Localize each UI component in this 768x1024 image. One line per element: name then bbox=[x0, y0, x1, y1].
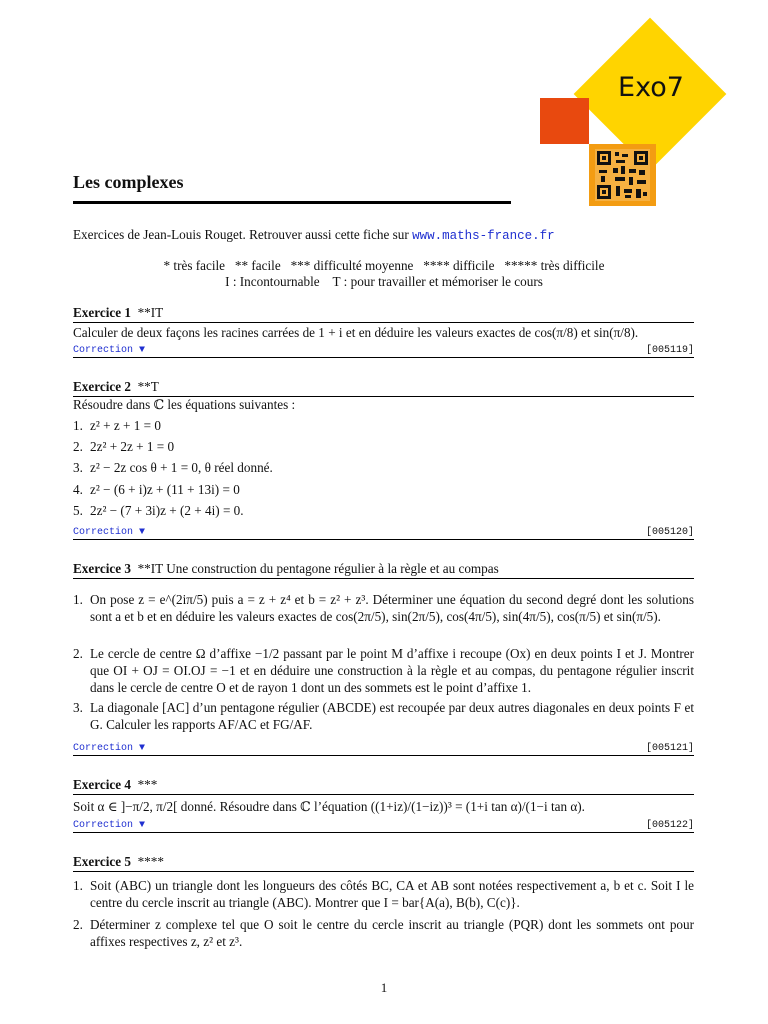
exercise-2-item-2: 2. 2z² + 2z + 1 = 0 bbox=[73, 439, 175, 454]
exercise-3-item-3: 3. La diagonale [AC] d’un pentagone régulier (ABCDE) est recoupée par deux autres diagonales en deux points F et G. Calculer les rapports AF/AC et FG/AF. bbox=[73, 700, 694, 732]
exercise-1-header: Exercice 1 **IT bbox=[73, 305, 694, 323]
page-number: 1 bbox=[380, 980, 388, 995]
title-rule bbox=[73, 201, 511, 204]
exercise-2-item-1: 1. z² + z + 1 = 0 bbox=[73, 418, 161, 433]
page-title: Les complexes bbox=[73, 172, 184, 192]
exercise-5-header: Exercice 5 **** bbox=[73, 854, 694, 872]
exercise-4-rule bbox=[73, 832, 694, 833]
exercise-4-correction-link[interactable]: Correction ▼ bbox=[73, 820, 146, 831]
category-legend: I : Incontournable T : pour travailler et mémoriser le cours bbox=[225, 274, 543, 289]
exercise-3-correction-link[interactable]: Correction ▼ bbox=[73, 743, 146, 754]
exercise-3-header: Exercice 3 **IT Une construction du pentagone régulier à la règle et au compas bbox=[73, 561, 694, 579]
exercise-4-header: Exercice 4 *** bbox=[73, 777, 694, 795]
exercise-1-code: [005119] bbox=[645, 345, 694, 356]
exercise-1-correction-link[interactable]: Correction ▼ bbox=[73, 345, 146, 356]
difficulty-legend: * très facile ** facile *** difficulté moyenne **** difficile ***** très difficile bbox=[163, 258, 605, 273]
exercise-1-statement: Calculer de deux façons les racines carrées de 1 + i et en déduire les valeurs exactes de cos(π/8) et sin(π/8). bbox=[73, 325, 639, 340]
intro bbox=[73, 227, 555, 243]
logo-text: Exo7 bbox=[618, 72, 684, 103]
exercise-2-item-3: 3. z² − 2z cos θ + 1 = 0, θ réel donné. bbox=[73, 460, 273, 475]
exercise-5-item-1: 1. Soit (ABC) un triangle dont les longueurs des côtés BC, CA et AB sont notées respectivement a, b et c. Soit I le centre du cercle inscrit au triangle (ABC). Montrer que I = bar{A(a), B(b), C(c)}. bbox=[73, 878, 694, 910]
intro-link[interactable]: www.maths-france.fr bbox=[412, 229, 555, 243]
intro-text: Exercices de Jean-Louis Rouget. Retrouver aussi cette fiche sur bbox=[73, 227, 413, 242]
exercise-3-item-2: 2. Le cercle de centre Ω d’affixe −1/2 passant par le point M d’affixe i recoupe (Ox) en deux points I et J. Montrer que OI + OJ = OI.OJ = −1 et en déduire une construction à la règle et au compas, du pentagone régulier inscrit dans le cercle de centre O et de rayon 1 dont un des sommets est le point d’affixe 1. bbox=[73, 646, 694, 695]
exercise-2-correction-link[interactable]: Correction ▼ bbox=[73, 527, 146, 538]
exercise-2-statement: Résoudre dans ℂ les équations suivantes : bbox=[73, 397, 296, 412]
exercise-2-item-5: 5. 2z² − (7 + 3i)z + (2 + 4i) = 0. bbox=[73, 503, 244, 518]
qr-code bbox=[589, 144, 656, 206]
exercise-5-item-2: 2. Déterminer z complexe tel que O soit le centre du cercle inscrit au triangle (PQR) dont les sommets ont pour affixes respectives z, z² et z³. bbox=[73, 917, 694, 949]
logo-orange-square bbox=[540, 98, 589, 144]
exercise-3-item-1: 1. On pose z = e^(2iπ/5) puis a = z + z⁴ et b = z² + z³. Déterminer une équation du second degré dont les solutions sont a et b et en déduire les valeurs exactes de cos(2π/5), sin(2π/5), cos(4π/5), sin(4π/5), cos(π/5) et sin(π/5). bbox=[73, 592, 694, 624]
exercise-2-rule bbox=[73, 539, 694, 540]
exercise-4-statement: Soit α ∈ ]−π/2, π/2[ donné. Résoudre dans ℂ l’équation ((1+iz)/(1−iz))³ = (1+i tan α)/(1−i tan α). bbox=[73, 799, 585, 814]
exercise-3-rule bbox=[73, 755, 694, 756]
exercise-2-item-4: 4. z² − (6 + i)z + (11 + 13i) = 0 bbox=[73, 482, 240, 497]
exercise-4-code: [005122] bbox=[645, 820, 694, 831]
exercise-2-header: Exercice 2 **T bbox=[73, 379, 694, 397]
exercise-2-code: [005120] bbox=[645, 527, 694, 538]
exercise-3-code: [005121] bbox=[645, 743, 694, 754]
exercise-1-rule bbox=[73, 357, 694, 358]
